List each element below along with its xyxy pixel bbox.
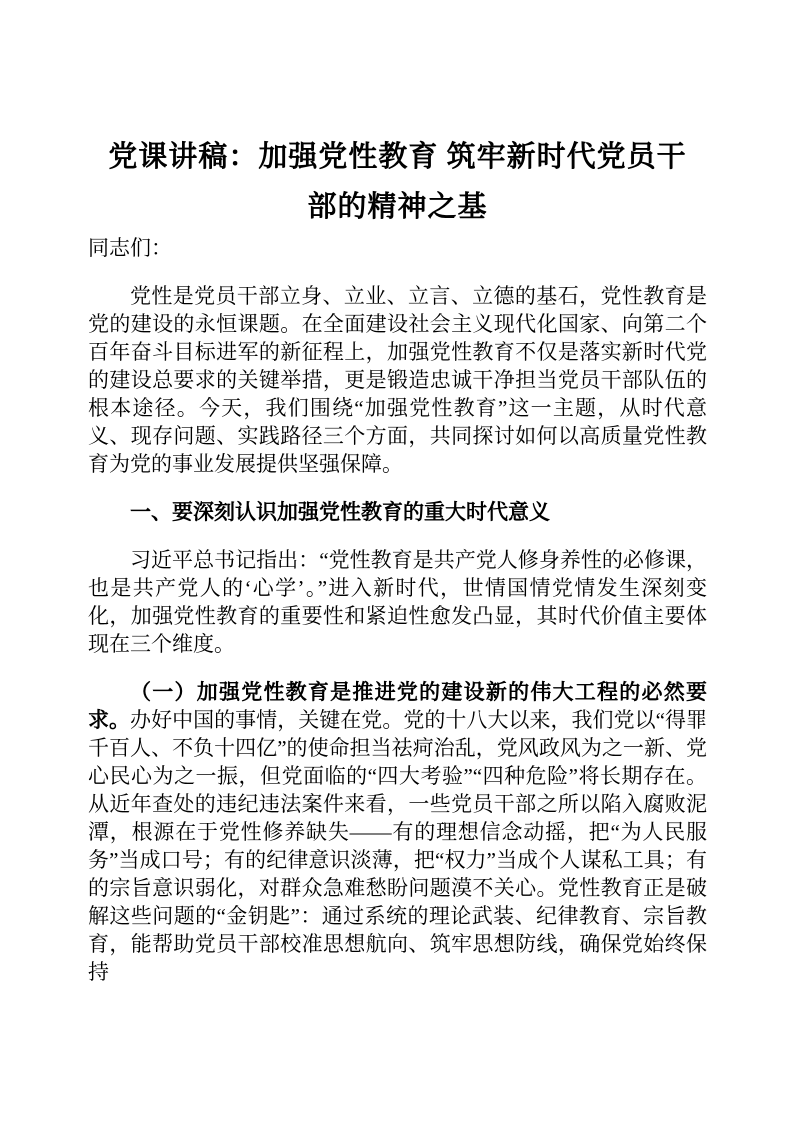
document-title-line-1: 党课讲稿：加强党性教育 筑牢新时代党员干 [108,141,687,173]
document-title-line-2: 部的精神之基 [307,191,488,223]
subsection-1-1-body-text: 办好中国的事情，关键在党。党的十八大以来，我们党以“得罪千百人、不负十四亿”的使命担当祛疴治乱，党风政风为之一新、党心民心为之一振，但党面临的“四大考验”“四种危险”将长期存在。从近年查处的违纪违法案件来看，一些党员干部之所以陷入腐败泥潭，根源在于党性修养缺失——有的理想信念动摇，把“为人民服务”当成口号；有的纪律意识淡薄，把“权力”当成个人谋私工具；有的宗旨意识弱化，对群众急难愁盼问题漠不关心。党性教育正是破解这些问题的“金钥匙”：通过系统的理论武装、纪律教育、宗旨教育，能帮助党员干部校准思想航向、筑牢思想防线，确保党始终保持 [88,708,707,984]
subsection-1-1-paragraph [88,678,707,986]
section-1-heading: 一、要深刻认识加强党性教育的重大时代意义 [130,500,550,524]
subsection-1-1-lead-sentence: （一）加强党性教育是推进党的建设新的伟大工程的必然要求。 [88,680,707,732]
salutation: 同志们： [88,236,172,260]
intro-paragraph: 党性是党员干部立身、立业、立言、立德的基石，党性教育是党的建设的永恒课题。在全面建设社会主义现代化国家、向第二个百年奋斗目标进军的新征程上，加强党性教育不仅是落实新时代党的建设总要求的关键举措，更是锻造忠诚干净担当党员干部队伍的根本途径。今天，我们围绕“加强党性教育”这一主题，从时代意义、现存问题、实践路径三个方面，共同探讨如何以高质量党性教育为党的事业发展提供坚强保障。 [88,284,707,476]
document-title [88,132,707,232]
section-1-paragraph: 习近平总书记指出：“党性教育是共产党人修身养性的必修课，也是共产党人的‘心学’。”进入新时代，世情国情党情发生深刻变化，加强党性教育的重要性和紧迫性愈发凸显，其时代价值主要体现在三个维度。 [88,548,707,656]
